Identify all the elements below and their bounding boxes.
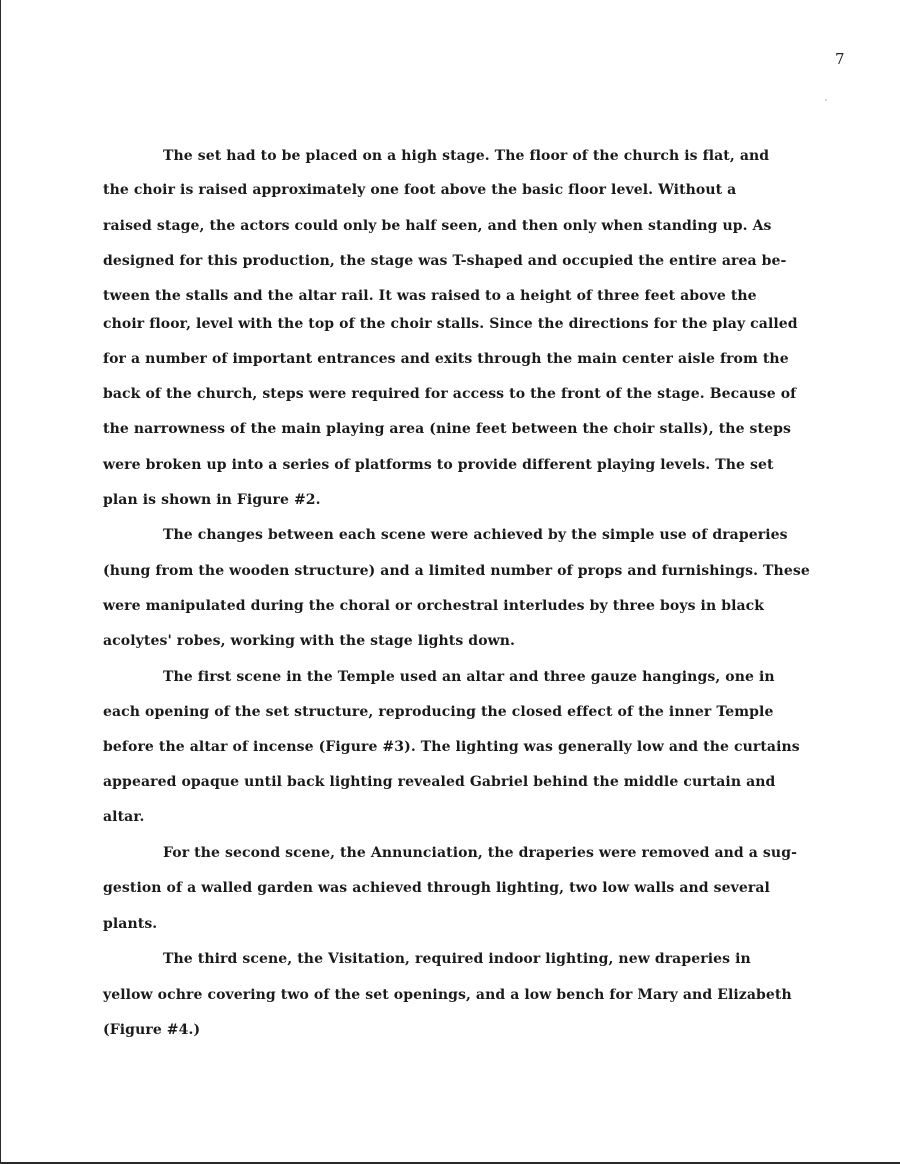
text-line: before the altar of incense (Figure #3). The lighting was generally low and the curtains — [103, 739, 800, 755]
text-line: choir floor, level with the top of the choir stalls. Since the directions for the play called — [103, 316, 798, 332]
text-line: plants. — [103, 916, 158, 932]
text-line: were manipulated during the choral or orchestral interludes by three boys in black — [103, 598, 765, 614]
text-line: For the second scene, the Annunciation, the draperies were removed and a sug- — [163, 845, 797, 861]
text-line: appeared opaque until back lighting revealed Gabriel behind the middle curtain and — [103, 774, 776, 790]
page-number: 7 — [835, 50, 845, 68]
text-line: designed for this production, the stage was T-shaped and occupied the entire area be- — [103, 253, 787, 269]
text-line: were broken up into a series of platforms to provide different playing levels. The set — [103, 457, 774, 473]
text-line: (Figure #4.) — [103, 1022, 201, 1038]
text-line: (hung from the wooden structure) and a limited number of props and furnishings. These — [103, 563, 810, 579]
text-line: yellow ochre covering two of the set openings, and a low bench for Mary and Elizabeth — [103, 987, 792, 1003]
text-line: back of the church, steps were required for access to the front of the stage. Because of — [103, 386, 797, 402]
text-line: each opening of the set structure, reproducing the closed effect of the inner Temple — [103, 704, 774, 720]
text-line: The first scene in the Temple used an altar and three gauze hangings, one in — [163, 669, 775, 685]
text-line: the choir is raised approximately one foot above the basic floor level. Without a — [103, 182, 737, 198]
scan-speck — [825, 99, 827, 101]
text-line: gestion of a walled garden was achieved through lighting, two low walls and several — [103, 880, 770, 896]
text-line: plan is shown in Figure #2. — [103, 492, 321, 508]
text-line: raised stage, the actors could only be half seen, and then only when standing up. As — [103, 218, 772, 234]
text-line: The set had to be placed on a high stage. The floor of the church is flat, and — [163, 148, 770, 164]
text-line: tween the stalls and the altar rail. It was raised to a height of three feet above the — [103, 288, 757, 304]
text-line: the narrowness of the main playing area (nine feet between the choir stalls), the steps — [103, 421, 791, 437]
text-line: for a number of important entrances and exits through the main center aisle from the — [103, 351, 789, 367]
text-line: The changes between each scene were achieved by the simple use of draperies — [163, 527, 788, 543]
text-line: altar. — [103, 809, 145, 825]
text-line: The third scene, the Visitation, required indoor lighting, new draperies in — [163, 951, 751, 967]
text-line: acolytes' robes, working with the stage lights down. — [103, 633, 516, 649]
